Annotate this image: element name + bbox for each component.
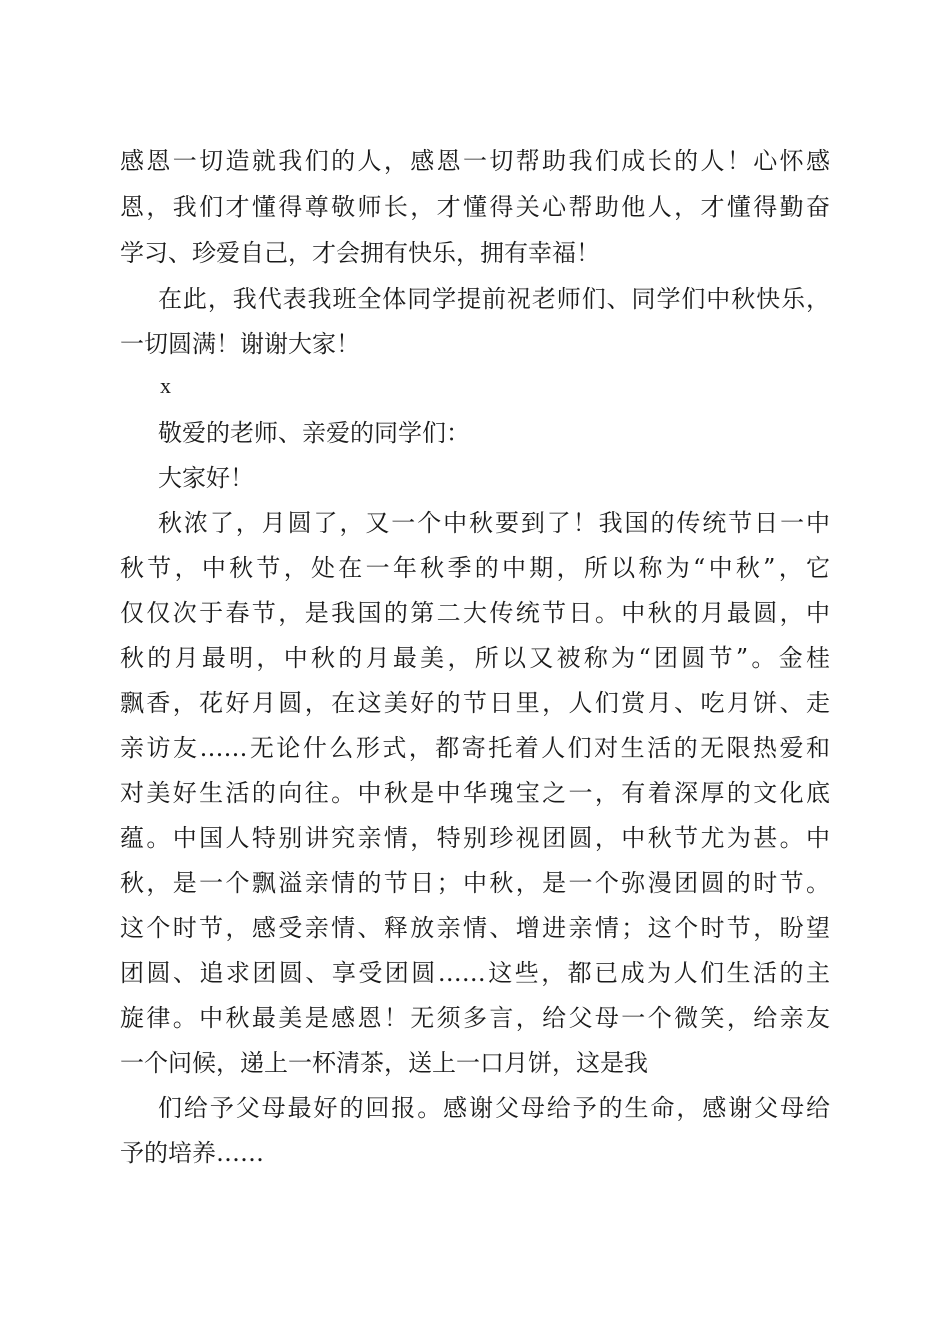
paragraph-3-line-4: 秋的月最明，中秋的月最美，所以又被称为“团圆节”。金桂	[120, 644, 830, 672]
paragraph-3-line-5: 飘香，花好月圆，在这美好的节日里，人们赏月、吃月饼、走	[120, 689, 830, 717]
paragraph-3-line-3: 仅仅次于春节，是我国的第二大传统节日。中秋的月最圆，中	[120, 599, 830, 627]
paragraph-3-line-6: 亲访友……无论什么形式，都寄托着人们对生活的无限热爱和	[120, 734, 830, 762]
section-marker: x	[160, 373, 171, 398]
paragraph-1-line-3: 学习、珍爱自己，才会拥有快乐，拥有幸福！	[120, 239, 600, 267]
paragraph-3-line-13: 一个问候，递上一杯清茶，送上一口月饼，这是我	[120, 1049, 648, 1077]
paragraph-3-line-2: 秋节，中秋节，处在一年秋季的中期，所以称为“中秋”，它	[120, 554, 830, 582]
paragraph-3-line-11: 团圆、追求团圆、享受团圆……这些，都已成为人们生活的主	[120, 959, 830, 987]
paragraph-1-line-1: 感恩一切造就我们的人，感恩一切帮助我们成长的人！心怀感	[120, 147, 830, 175]
paragraph-3-line-10: 这个时节，感受亲情、释放亲情、增进亲情；这个时节，盼望	[120, 914, 830, 942]
greeting: 大家好！	[158, 464, 254, 492]
paragraph-4-line-2: 予的培养……	[120, 1139, 264, 1167]
paragraph-3-line-12: 旋律。中秋最美是感恩！无须多言，给父母一个微笑，给亲友	[120, 1004, 830, 1032]
paragraph-3-line-1: 秋浓了，月圆了，又一个中秋要到了！我国的传统节日一中	[158, 509, 830, 537]
paragraph-3-line-7: 对美好生活的向往。中秋是中华瑰宝之一，有着深厚的文化底	[120, 779, 830, 807]
paragraph-3-line-8: 蕴。中国人特别讲究亲情，特别珍视团圆，中秋节尤为甚。中	[120, 824, 830, 852]
paragraph-2-line-1: 在此，我代表我班全体同学提前祝老师们、同学们中秋快乐，	[158, 285, 830, 313]
paragraph-1-line-2: 恩，我们才懂得尊敬师长，才懂得关心帮助他人，才懂得勤奋	[120, 193, 830, 221]
salutation: 敬爱的老师、亲爱的同学们：	[158, 419, 470, 447]
paragraph-4-line-1: 们给予父母最好的回报。感谢父母给予的生命，感谢父母给	[158, 1094, 830, 1122]
paragraph-3-line-9: 秋，是一个飘溢亲情的节日；中秋，是一个弥漫团圆的时节。	[120, 869, 830, 897]
paragraph-2-line-2: 一切圆满！谢谢大家！	[120, 330, 360, 358]
